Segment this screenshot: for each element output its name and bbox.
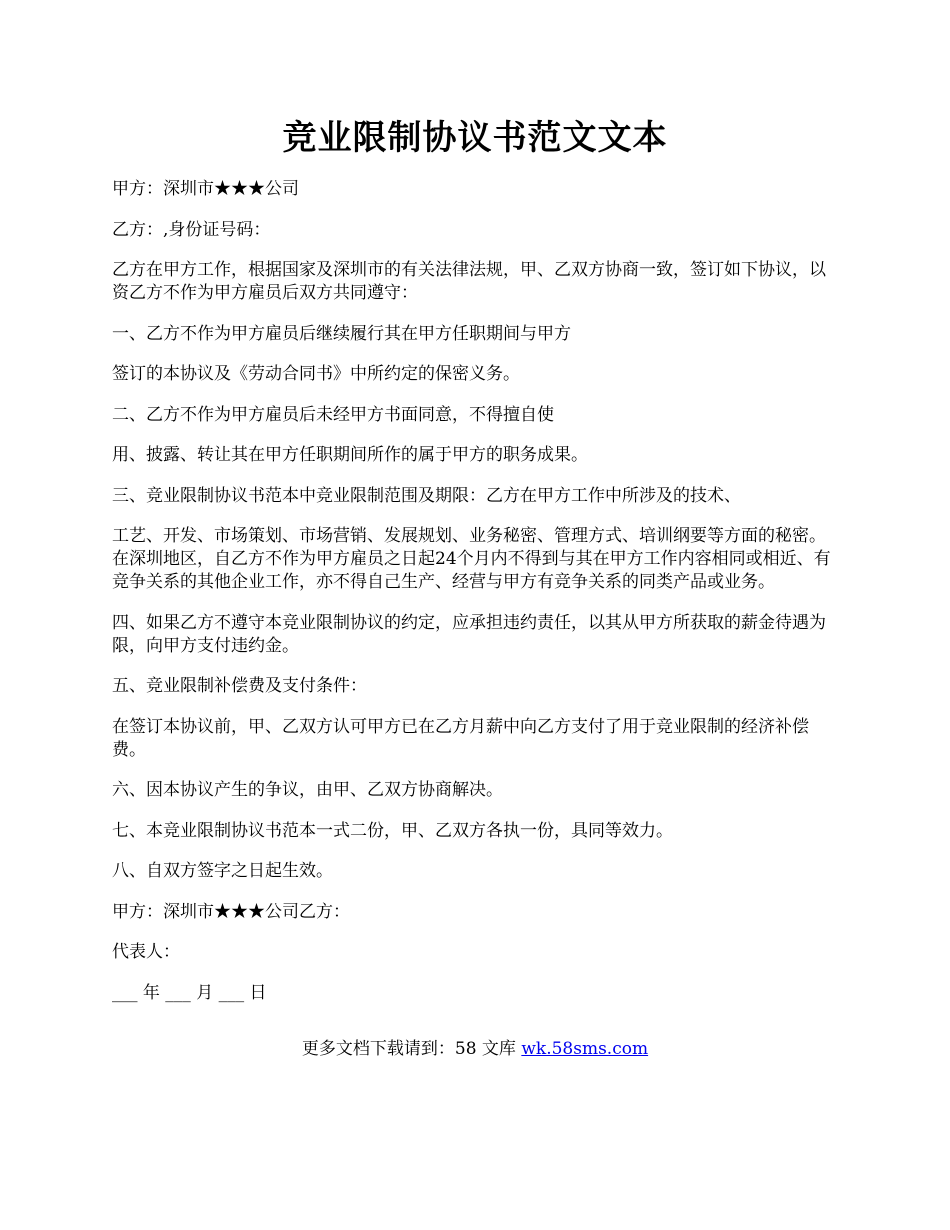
footer bbox=[0, 1038, 950, 1061]
footer-link[interactable]: wk.58sms.com bbox=[521, 1039, 649, 1059]
document-body bbox=[112, 178, 840, 1022]
footer-text: 更多文档下载请到：58 文库 bbox=[301, 1039, 522, 1059]
paragraph-date-line: ___ 年 ___ 月 ___ 日 bbox=[112, 982, 267, 1003]
paragraph-clause-5: 五、竞业限制补偿费及支付条件： bbox=[112, 676, 367, 696]
paragraph-clause-8: 八、自双方签字之日起生效。 bbox=[112, 861, 333, 881]
paragraph-clause-3: 三、竞业限制协议书范本中竞业限制范围及期限：乙方在甲方工作中所涉及的技术、 bbox=[112, 485, 741, 506]
paragraph-clause-3-cont: 工艺、开发、市场策划、市场营销、发展规划、业务秘密、管理方式、培训纲要等方面的秘密。在深圳地区，自乙方不作为甲方雇员之日起24个月内不得到与其在甲方工作内容相同或相近、有竞争关系的其他企业工作，亦不得自己生产、经营与甲方有竞争关系的同类产品或业务。 bbox=[112, 526, 831, 592]
paragraph-clause-2-cont: 用、披露、转让其在甲方任职期间所作的属于甲方的职务成果。 bbox=[112, 445, 588, 465]
paragraph-clause-2: 二、乙方不作为甲方雇员后未经甲方书面同意，不得擅自使 bbox=[112, 404, 554, 425]
paragraph-clause-5-cont: 在签订本协议前，甲、乙双方认可甲方已在乙方月薪中向乙方支付了用于竞业限制的经济补偿费。 bbox=[112, 716, 809, 760]
document-title: 竞业限制协议书范文文本 bbox=[282, 118, 668, 158]
paragraph-representative: 代表人： bbox=[112, 942, 180, 962]
paragraph-preamble: 乙方在甲方工作，根据国家及深圳市的有关法律法规，甲、乙双方协商一致，签订如下协议，以资乙方不作为甲方雇员后双方共同遵守： bbox=[112, 260, 826, 303]
paragraph-clause-4: 四、如果乙方不遵守本竞业限制协议的约定，应承担违约责任，以其从甲方所获取的薪金待遇为限，向甲方支付违约金。 bbox=[112, 612, 826, 656]
paragraph-clause-7: 七、本竞业限制协议书范本一式二份，甲、乙双方各执一份，具同等效力。 bbox=[112, 820, 673, 841]
paragraph-clause-6: 六、因本协议产生的争议，由甲、乙双方协商解决。 bbox=[112, 780, 503, 800]
paragraph-signature-parties: 甲方：深圳市★★★公司乙方： bbox=[112, 901, 350, 922]
paragraph-party-b: 乙方：,身份证号码： bbox=[112, 219, 271, 240]
paragraph-clause-1-cont: 签订的本协议及《劳动合同书》中所约定的保密义务。 bbox=[112, 364, 520, 384]
paragraph-clause-1: 一、乙方不作为甲方雇员后继续履行其在甲方任职期间与甲方 bbox=[112, 323, 571, 344]
paragraph-party-a: 甲方：深圳市★★★公司 bbox=[112, 179, 299, 199]
